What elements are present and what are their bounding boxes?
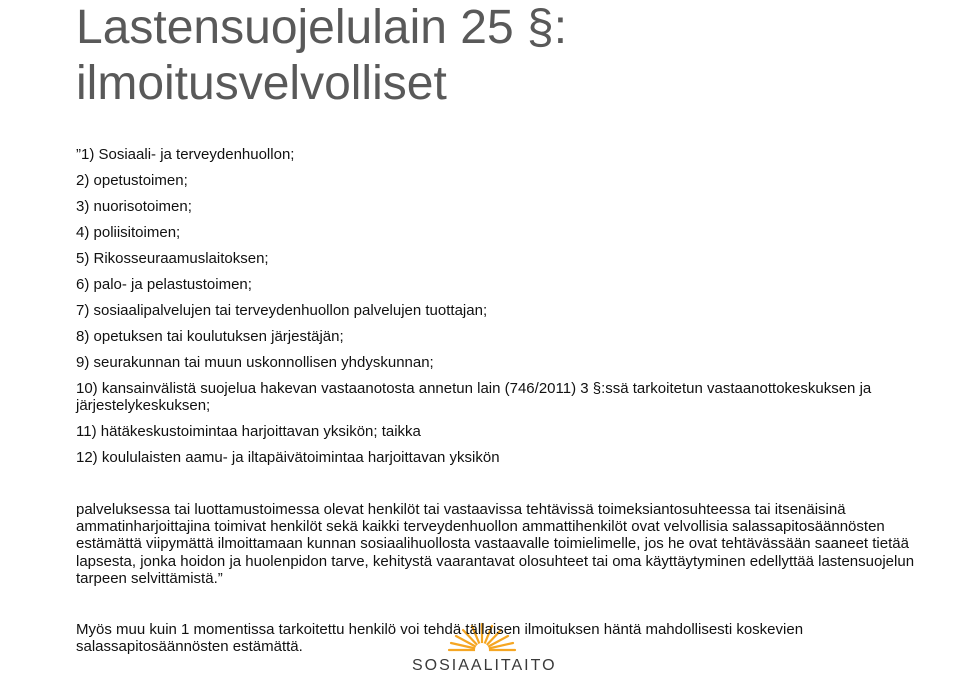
list-item: 12) koululaisten aamu- ja iltapäivätoimintaa harjoittavan yksikön [76,449,500,466]
list-item: 11) hätäkeskustoimintaa harjoittavan yksikön; taikka [76,423,421,440]
page-title: Lastensuojelulain 25 §: ilmoitusvelvolliset [76,1,568,110]
additional-paragraph: Myös muu kuin 1 momentissa tarkoitettu henkilö voi tehdä tällaisen ilmoituksen häntä mahdollisesti koskevien salassapitosäännösten estämättä. [76,621,804,656]
logo-text: SOSIAALITAITO [412,657,557,674]
list-item: 9) seurakunnan tai muun uskonnollisen yhdyskunnan; [76,354,434,371]
list-item: 8) opetuksen tai koulutuksen järjestäjän; [76,328,344,345]
obligation-paragraph: palveluksessa tai luottamustoimessa olevat henkilöt tai vastaavissa tehtävissä toimeksiantosuhteessa tai itsenäisinä ammatinharjoittajina toimivat henkilöt sekä kaikki terveydenhuollon ammattihenkilöt ovat velvollisia salassapitosäännösten estämättä viipymättä ilmoittamaan kunnan sosiaalihuollosta vastaavalle toimielimelle, jos he ovat tehtävässään saaneet tietää lapsesta, jonka hoidon ja huolenpidon tarve, kehitystä vaarantavat olosuhteet tai oma käyttäytyminen edellyttää lastensuojelun tarpeen selvittämistä.” [76,501,915,587]
list-item: 5) Rikosseuraamuslaitoksen; [76,250,269,267]
list-item: 7) sosiaalipalvelujen tai terveydenhuollon palvelujen tuottajan; [76,302,488,319]
list-item: ”1) Sosiaali- ja terveydenhuollon; [76,146,295,163]
list-item: 10) kansainvälistä suojelua hakevan vastaanotosta annetun lain (746/2011) 3 §:ssä tarkoitetun vastaanottokeskuksen ja järjestelykeskuksen; [76,380,872,414]
list-item: 4) poliisitoimen; [76,224,181,241]
reporter-list [76,146,936,475]
list-item: 6) palo- ja pelastustoimen; [76,276,252,293]
list-item: 2) opetustoimen; [76,172,188,189]
list-item: 3) nuorisotoimen; [76,198,192,215]
